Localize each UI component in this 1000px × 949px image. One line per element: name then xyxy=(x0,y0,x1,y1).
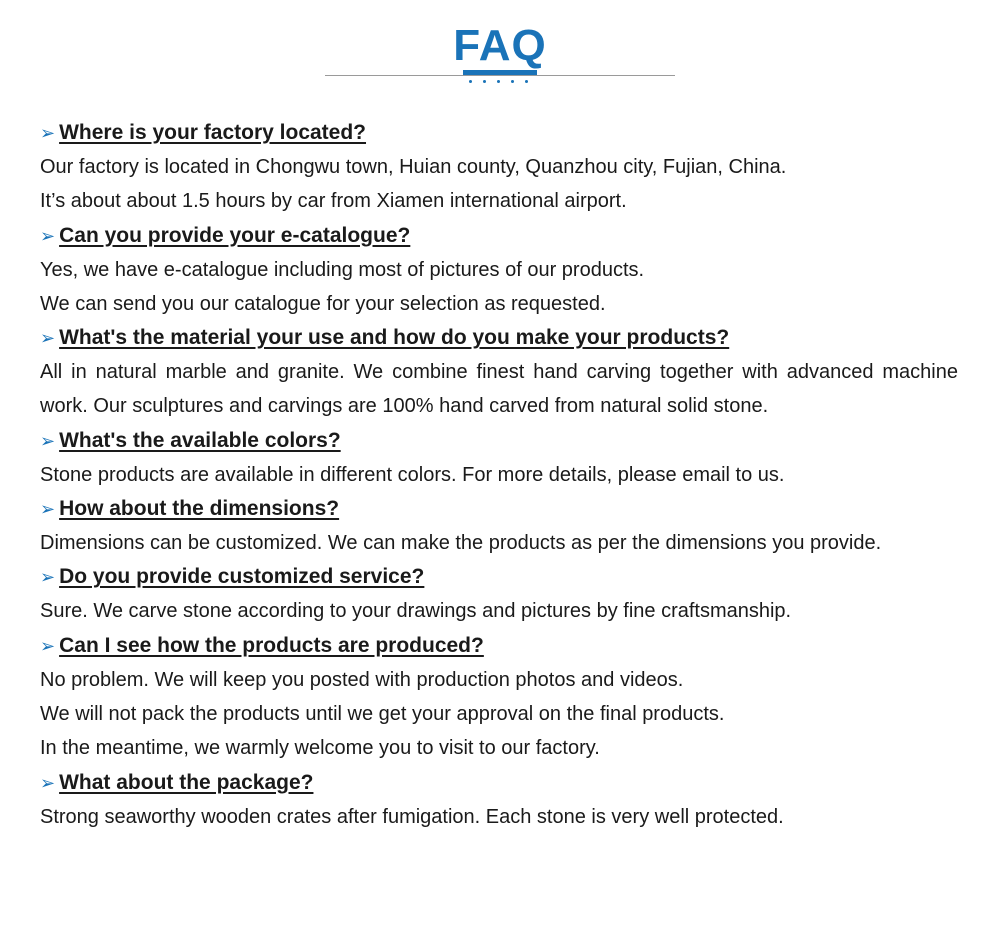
title-divider xyxy=(325,75,675,76)
page-title: FAQ xyxy=(453,21,547,70)
arrow-icon: ➢ xyxy=(40,772,56,793)
question-text: Can I see how the products are produced? xyxy=(59,633,484,657)
faq-list xyxy=(40,116,958,834)
arrow-icon: ➢ xyxy=(40,430,56,451)
faq-question xyxy=(40,492,958,526)
faq-question xyxy=(40,116,958,150)
faq-answer-line: It’s about about 1.5 hours by car from Xiamen international airport. xyxy=(40,190,627,213)
arrow-icon: ➢ xyxy=(40,635,56,656)
faq-answer-line: We can send you our catalogue for your selection as requested. xyxy=(40,292,606,315)
question-text: What's the material your use and how do you make your products? xyxy=(59,326,730,350)
faq-answer-line: Yes, we have e-catalogue including most of pictures of our products. xyxy=(40,258,645,281)
faq-question xyxy=(40,424,958,458)
arrow-icon: ➢ xyxy=(40,225,56,246)
dot xyxy=(511,80,514,83)
faq-answer-line: No problem. We will keep you posted with production photos and videos. xyxy=(40,668,684,691)
arrow-icon: ➢ xyxy=(40,567,56,588)
dot xyxy=(525,80,528,83)
faq-answer-line: Our factory is located in Chongwu town, Huian county, Quanzhou city, Fujian, China. xyxy=(40,156,787,178)
faq-answer-line: Sure. We carve stone according to your drawings and pictures by fine craftsmanship. xyxy=(40,600,792,623)
question-text: How about the dimensions? xyxy=(59,497,340,521)
title-dots xyxy=(469,80,528,83)
dot xyxy=(497,80,500,83)
arrow-icon: ➢ xyxy=(40,123,56,143)
faq-question xyxy=(40,766,958,800)
faq-answer-line: Stone products are available in different colors. For more details, please email to us. xyxy=(40,463,785,486)
question-text: What about the package? xyxy=(59,770,314,794)
faq-answer-paragraph: All in natural marble and granite. We combine finest hand carving together with advanced machine work. Our sculptures and carvings are 100% hand carved from natural solid stone. xyxy=(40,361,958,418)
question-text: What's the available colors? xyxy=(59,428,341,452)
faq-question xyxy=(40,219,958,253)
faq-question xyxy=(40,629,958,663)
arrow-icon: ➢ xyxy=(40,328,56,349)
arrow-icon: ➢ xyxy=(40,499,56,520)
title-underline-bar xyxy=(463,70,537,75)
page-header xyxy=(0,0,1000,110)
dot xyxy=(469,80,472,83)
faq-question xyxy=(40,560,958,594)
question-text: Can you provide your e-catalogue? xyxy=(59,223,411,247)
faq-question xyxy=(40,321,958,355)
question-text: Where is your factory located? xyxy=(59,121,367,144)
faq-answer-paragraph: Dimensions can be customized. We can make the products as per the dimensions you provide. xyxy=(40,532,882,555)
faq-answer-line: We will not pack the products until we get your approval on the final products. xyxy=(40,702,725,725)
question-text: Do you provide customized service? xyxy=(59,565,425,589)
faq-answer-line: In the meantime, we warmly welcome you to visit to our factory. xyxy=(40,737,600,760)
faq-answer-line: Strong seaworthy wooden crates after fumigation. Each stone is very well protected. xyxy=(40,805,784,828)
dot xyxy=(483,80,486,83)
